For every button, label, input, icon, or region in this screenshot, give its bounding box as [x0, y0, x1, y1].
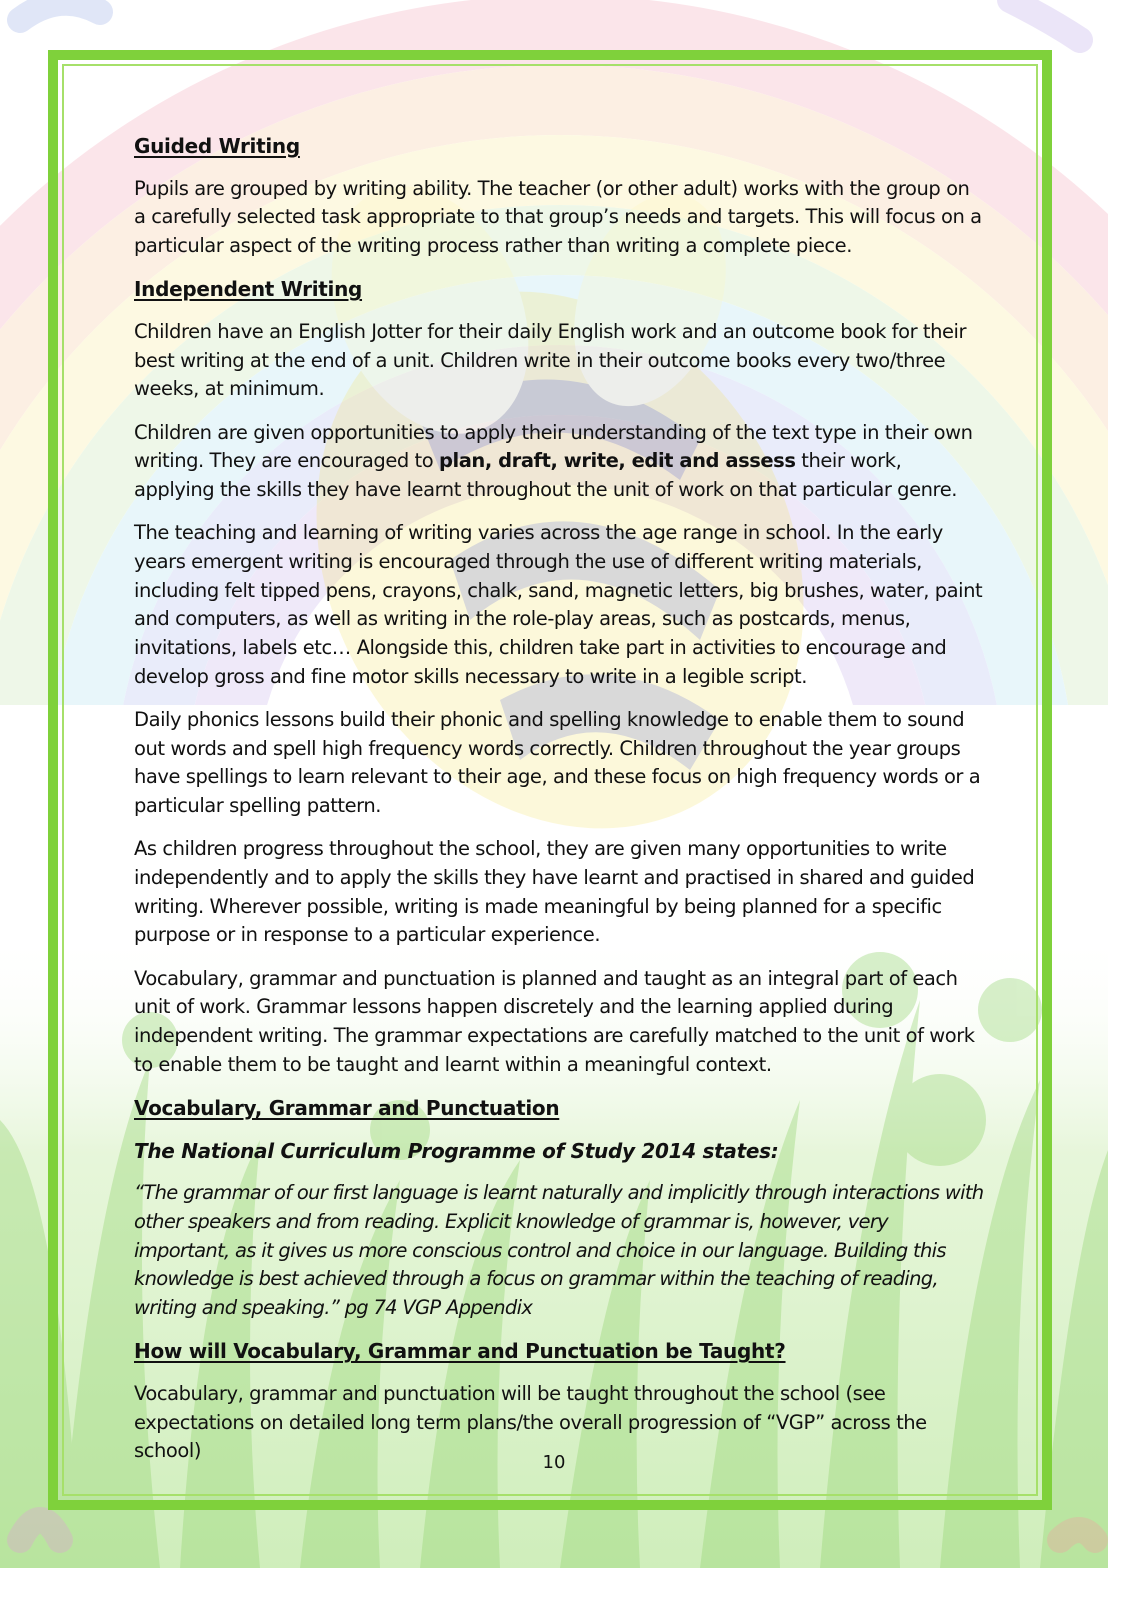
document-body	[134, 132, 984, 1481]
vgp-intro-paragraph: Vocabulary, grammar and punctuation is planned and taught as an integral part of each unit of work. Grammar lessons happen discretely and the learning applied during independent writing. The grammar expectations are carefully matched to the unit of work to enable them to be taught and learnt within a meaningful context.	[134, 966, 975, 1076]
programme-of-study-quote: “The grammar of our first language is learnt naturally and implicitly through interactions with other speakers and from reading. Explicit knowledge of grammar is, however, very important, as it gives us more conscious control and choice in our language. Building this knowledge is best achieved through a focus on grammar within the teaching of reading, writing and speaking.” pg 74 VGP Appendix	[134, 1181, 984, 1320]
vgp-heading: Vocabulary, Grammar and Punctuation	[134, 1095, 560, 1120]
opportunities-bold-steps: plan, draft, write, edit and assess	[438, 449, 796, 473]
page-number: 10	[542, 1452, 566, 1473]
independent-writing-heading: Independent Writing	[134, 277, 363, 302]
phonics-paragraph: Daily phonics lessons build their phonic and spelling knowledge to enable them to sound out words and spell high frequency words correctly. Children throughout the year groups have spellings to learn relevant to their age, and these focus on high frequency words or a particular spelling pattern.	[134, 707, 981, 818]
teaching-paragraph: The teaching and learning of writing varies across the age range in school. In the early years emergent writing is encouraged through the use of different writing materials, including felt tipped pens, crayons, chalk, sand, magnetic letters, big brushes, water, paint and computers, as well as writing in the role-play areas, such as postcards, menus, invitations, labels etc… Alongside this, children take part in activities to encourage and develop gross and fine motor skills necessary to write in a legible script.	[134, 521, 983, 688]
opportunities-paragraph	[134, 419, 984, 505]
progress-paragraph: As children progress throughout the school, they are given many opportunities to write independently and to apply the skills they have learnt and practised in shared and guided writing. Wherever possible, writing is made meaningful by being planned for a specific purpose or in response to a particular experience.	[134, 837, 975, 947]
guided-writing-heading: Guided Writing	[134, 134, 300, 158]
how-taught-paragraph: Vocabulary, grammar and punctuation will be taught throughout the school (see expectations on detailed long term plans/the overall progression of “VGP” across the school)	[134, 1382, 927, 1463]
opportunities-text-end: their work, applying the skills they have learnt throughout the unit of work on that particular genre.	[134, 449, 957, 502]
opportunities-text-start: Children are given opportunities to apply their understanding of the text type in their own writing. They are encouraged to	[134, 420, 973, 473]
guided-writing-paragraph: Pupils are grouped by writing ability. The teacher (or other adult) works with the group on a carefully selected task appropriate to that group’s needs and targets. This will focus on a particular aspect of the writing process rather than writing a complete piece.	[134, 176, 982, 258]
how-taught-heading: How will Vocabulary, Grammar and Punctuation be Taught?	[134, 1339, 786, 1364]
jotter-paragraph: Children have an English Jotter for their daily English work and an outcome book for their best writing at the end of a unit. Children write in their outcome books every two/three weeks, at minimum.	[134, 320, 967, 401]
programme-of-study-heading: The National Curriculum Programme of Study 2014 states:	[134, 1138, 779, 1163]
